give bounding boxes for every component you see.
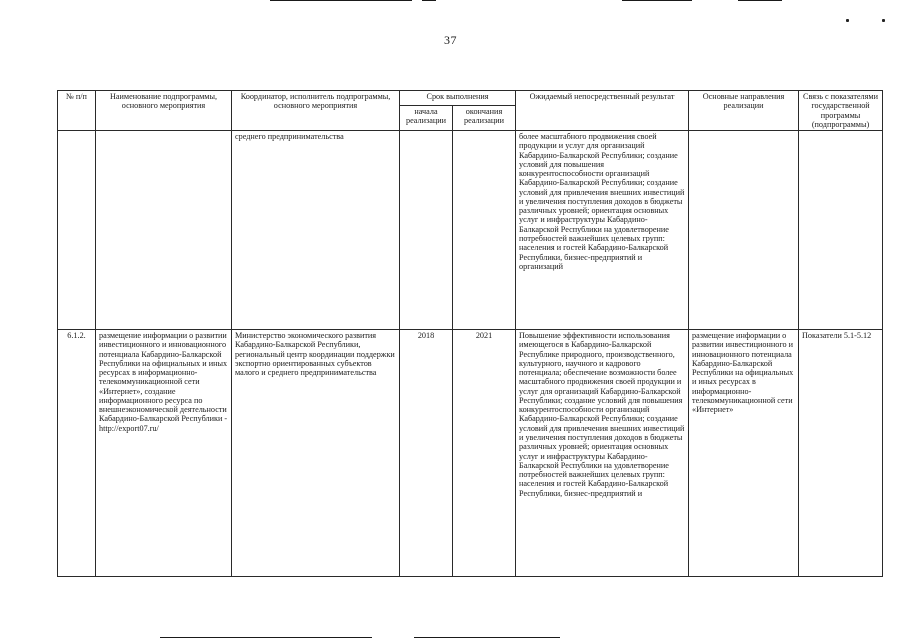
cell-end	[453, 131, 516, 330]
cell-name	[96, 131, 232, 330]
cell-link	[799, 131, 883, 330]
cell-directions	[689, 131, 799, 330]
header-name: Наименование подпрограммы, основного мероприятия	[96, 91, 232, 131]
scan-mark-bottom-1	[160, 637, 372, 638]
cell-directions: размещение информации о развитии инвестиционного и инновационного потенциала Кабардино-Балкарской Республики на официальных и иных ресурсах в информационно-телекоммуникационной сети «Интернет»	[689, 330, 799, 577]
table-row	[58, 131, 883, 330]
scan-mark-top-4	[738, 0, 782, 1]
header-result: Ожидаемый непосредственный результат	[516, 91, 689, 131]
cell-num: 6.1.2.	[58, 330, 96, 577]
header-end: окончания реализации	[453, 105, 516, 131]
header-term: Срок выполнения	[400, 91, 516, 106]
header-coordinator: Координатор, исполнитель подпрограммы, основного мероприятия	[232, 91, 400, 131]
cell-result: Повышение эффективности использования имеющегося в Кабардино-Балкарской Республике природного, производственного, культурного, научного и кадрового потенциала; обеспечение возможности более масштабного продвижения своей продукции и услуг для организаций Кабардино-Балкарской Республики; создание условий для повышения конкурентоспособности организаций Кабардино-Балкарской Республики; создание условий для привлечения внешних инвестиций и увеличения поступления доходов в бюджеты различных уровней; ориентация основных услуг и инфраструктуры Кабардино-Балкарской Республики на удовлетворение потребностей важнейших целевых групп: населения и гостей Кабардино-Балкарской Республики, бизнес-предприятий и	[516, 330, 689, 577]
cell-link: Показатели 5.1-5.12	[799, 330, 883, 577]
scan-mark-bottom-2	[414, 637, 560, 638]
scan-mark-top-3	[622, 0, 692, 1]
cell-start	[400, 131, 453, 330]
cell-name: размещение информации о развитии инвестиционного и инновационного потенциала Кабардино-Балкарской Республики на официальных и иных ресурсах в информационно-телекоммуникационной сети «Интернет», создание информационного ресурса по внешнеэкономической деятельности Кабардино-Балкарской Республики - http://export07.ru/	[96, 330, 232, 577]
header-start: начала реализации	[400, 105, 453, 131]
scan-mark-top-2	[422, 0, 436, 1]
scan-dot-1	[846, 19, 849, 22]
header-directions: Основные направления реализации	[689, 91, 799, 131]
cell-end: 2021	[453, 330, 516, 577]
cell-start: 2018	[400, 330, 453, 577]
cell-result: более масштабного продвижения своей продукции и услуг для организаций Кабардино-Балкарской Республики; создание условий для повышения конкурентоспособности организаций Кабардино-Балкарской Республики; создание условий для привлечения внешних инвестиций и увеличения поступления доходов в бюджеты различных уровней; ориентация основных услуг и инфраструктуры Кабардино-Балкарской Республики на удовлетворение потребностей важнейших целевых групп: населения и гостей Кабардино-Балкарской Республики, бизнес-предприятий и организаций	[516, 131, 689, 330]
cell-num	[58, 131, 96, 330]
scan-mark-top-1	[270, 0, 412, 1]
header-link: Связь с показателями государственной программы (подпрограммы)	[799, 91, 883, 131]
cell-coordinator: Министерство экономического развития Кабардино-Балкарской Республики, региональный центр координации поддержки экспортно ориентированных субъектов малого и среднего предпринимательства	[232, 330, 400, 577]
program-table	[57, 90, 883, 577]
scan-dot-2	[882, 19, 885, 22]
header-num: № п/п	[58, 91, 96, 131]
table-row	[58, 330, 883, 577]
page-number: 37	[444, 33, 457, 47]
cell-coordinator: среднего предпринимательства	[232, 131, 400, 330]
header-row-1	[58, 91, 883, 106]
